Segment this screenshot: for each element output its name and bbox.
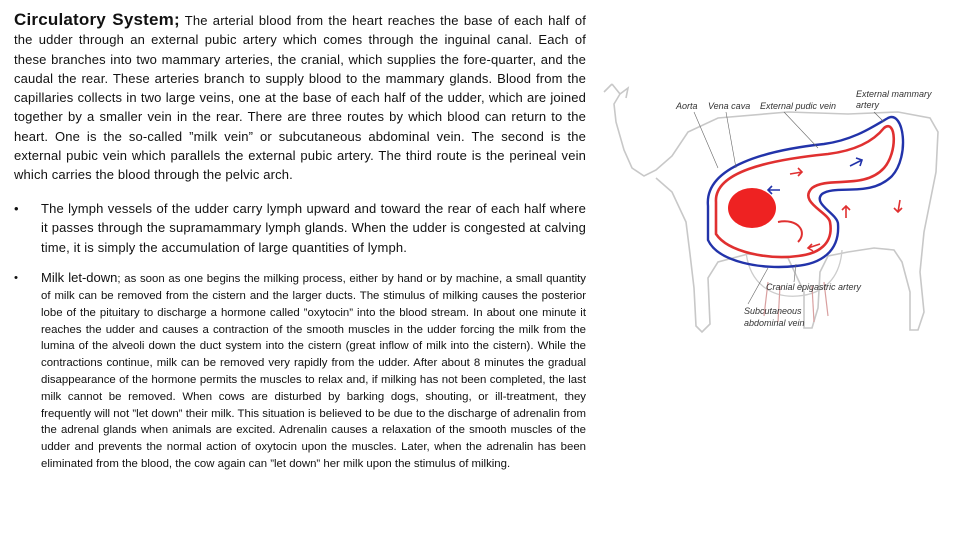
label-pointers [694,112,884,304]
intro-text: The arterial blood from the heart reaches the base of each half of the udder through an external pubic artery which comes through the inguinal canal. Each of these branches into two mammary arteries, the cranial, which supplies the fore-quarter, and the caudal the rear. These arteries branch to supply blood to the mammary glands. Blood from the capillaries collects in two large veins, one at the base of each half of the udder, which are joined together by a smaller vein in the rear. There are three routes by which blood can return to the heart. One is the so-called ”milk vein” or subcutaneous abdominal vein. The second is the external pubic vein which parallels the external pubic artery. The third route is the perineal vein which carries the blood through the pelvic arch. [14,13,586,183]
bullet-lymph-text: The lymph vessels of the udder carry lymph upward and toward the rear of each half where it passes through the supramammary lymph glands. When the udder is congested at calving time, it is simply the accumulation of large quantities of lymph. [41,200,586,255]
bullet-milk-let-down-text: ; as soon as one begins the milking process, either by hand or by machine, a small quantity of milk can be removed from the cistern and the larger ducts. The stimulus of milking causes the posterior lobe of the pituitary to discharge a hormone called ”oxytocin” into the blood stream. In about one minute it reaches the udder and causes a contraction of the smooth muscles in the udder forcing the milk from the lumina of the alveoli down the duct system into the cistern (great inflow of milk into the cistern). While the contractions continue, milk can be removed very rapidly from the udder. After about 8 minutes the gradual disappearance of the hormone permits the muscles to relax and, if milking has not been completed, the last milk cannot be removed. When cows are disturbed by barking dogs, shouting, or ill-treatment, they frequently will not ”let down” their milk. This situation is believed to be due to the discharge of adrenalin from the adrenal glands when animals are excited. Adrenalin causes a relaxation of the smooth muscles of the udder and prevents the normal action of oxytocin upon the muscles. Later, when the adrenalin has been eliminated from the blood, the cow again can ”let down” her milk upon the stimulus of milking. [41,273,586,470]
page-title: Circulatory System; [14,10,180,29]
label-vena-cava: Vena cava [708,101,751,111]
bullet-milk-let-down [14,270,586,473]
label-external-pudic-vein: External pudic vein [760,101,837,111]
flow-arrows [768,158,902,251]
udder-circulation-diagram [598,72,948,342]
heart [728,188,776,228]
label-aorta: Aorta [676,101,698,111]
bullet-milk-let-down-heading: Milk let-down [41,270,118,286]
bullet-lymph [14,199,586,258]
bullet-marker: • [14,200,19,216]
label-external-mammary-artery-line2: artery [856,100,880,110]
label-external-mammary-artery-line1: External mammary [856,89,932,99]
artery-branch [778,221,802,242]
label-subcutaneous-abdominal-vein-line1: Subcutaneous [744,306,802,316]
intro-paragraph [14,10,586,185]
text-column [14,10,586,473]
vein-path [708,117,903,267]
label-cranial-epigastric-artery: Cranial epigastric artery [766,282,862,292]
bullet-marker: • [14,272,18,285]
label-subcutaneous-abdominal-vein-line2: abdominal vein [744,318,805,328]
